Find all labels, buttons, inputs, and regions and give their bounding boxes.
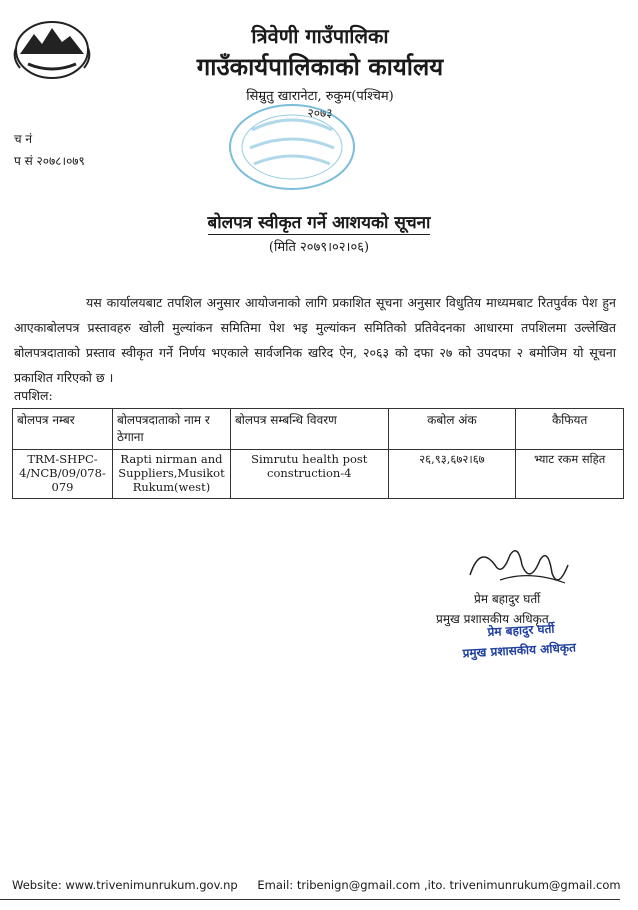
signatory-name: प्रेम बहादुर घर्ती: [474, 592, 541, 606]
signatory-post: प्रमुख प्रशासकीय अधिकृत: [436, 612, 549, 626]
footer-email: Email: tribenign@gmail.com ,ito. trivenimunrukum@gmail.com: [257, 878, 621, 892]
notice-title-text: बोलपत्र स्वीकृत गर्ने आशयको सूचना: [207, 213, 431, 233]
col-bid-amount: कबोल अंक: [388, 409, 516, 450]
table-header-row: [13, 409, 624, 450]
cell-bid-number: TRM-SHPC-4/NCB/09/078-079: [13, 450, 113, 499]
stamp-name: प्रेम बहादुर घर्ती: [487, 621, 555, 640]
details-table: [12, 408, 624, 499]
col-bid-details: बोलपत्र सम्बन्धि विवरण: [230, 409, 388, 450]
office-address: सिम्रुतु खारानेटा, रुकुम(पश्चिम): [246, 89, 394, 104]
notice-body: यस कार्यालयबाट तपशिल अनुसार आयोजनाको लागि प्रकाशित सूचना अनुसार विधुतिय माध्यमबाट रितपुर्वक पेश हुन आएकाबोलपत्र प्रस्तावहरु खोली मुल्यांकन समितिमा पेश भइ मुल्यांकन समितिको प्रतिवेदनका आधारमा तपशिलमा उल्लेखित बोलपत्रदाताको प्रस्ताव स्वीकृत गर्ने निर्णय भएकाले सार्वजनिक खरिद ऐन, २०६३ को दफा २७ को उपदफा २ बमोजिम यो सूचना प्रकाशित गरिएको छ ।: [14, 295, 616, 385]
footer: [12, 878, 637, 892]
col-bidder-name: बोलपत्रदाताको नाम र ठेगाना: [112, 409, 230, 450]
cell-bidder-name: Rapti nirman and Suppliers,Musikot Rukum(west): [112, 450, 230, 499]
patra-sankhya: प सं २०७८।०७९: [14, 154, 85, 168]
established-year: २०७३: [307, 106, 333, 120]
nepal-emblem-icon: [8, 14, 96, 84]
notice-date: (मिति २०७९।०२।०६): [268, 240, 370, 255]
cell-bid-details: Simrutu health post construction-4: [230, 450, 388, 499]
footer-website: Website: www.trivenimunrukum.gov.np: [12, 878, 238, 892]
chalani-number: च नं: [14, 132, 33, 146]
office-seal-icon: [222, 100, 362, 195]
cell-remarks: भ्याट रकम सहित: [516, 450, 624, 499]
stamp-post: प्रमुख प्रशासकीय अधिकृत: [462, 640, 577, 661]
footer-divider: [0, 899, 620, 900]
notice-title: [0, 210, 638, 233]
official-stamp: [461, 617, 593, 664]
office-name: गाउँकार्यपालिकाको कार्यालय: [196, 52, 444, 81]
details-label: तपशिल:: [14, 388, 53, 403]
reference-block: [14, 128, 85, 172]
municipality-name: त्रिवेणी गाउँपालिका: [251, 24, 389, 48]
table-row: [13, 450, 624, 499]
cell-bid-amount: २६,९३,६७२।६७: [388, 450, 516, 499]
col-bid-number: बोलपत्र नम्बर: [13, 409, 113, 450]
col-remarks: कैफियत: [516, 409, 624, 450]
